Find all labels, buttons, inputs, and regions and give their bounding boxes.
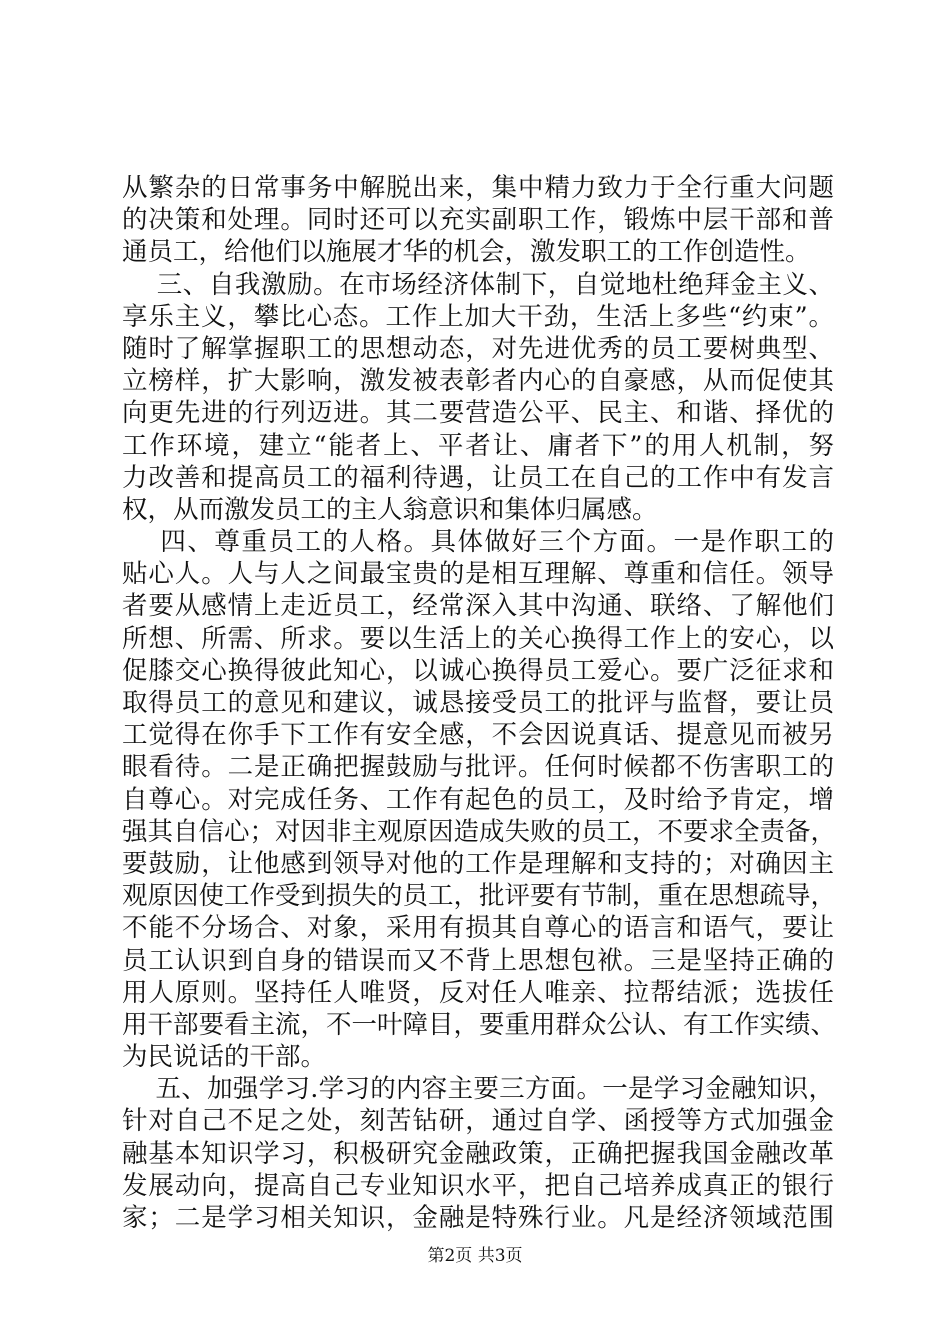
text-line: 用人原则。坚持任人唯贤，反对任人唯亲、拉帮结派；选拔任 xyxy=(122,977,834,1008)
text-line: 融基本知识学习，积极研究金融政策，正确把握我国金融改革 xyxy=(122,1138,834,1169)
text-line: 工觉得在你手下工作有安全感，不会因说真话、提意见而被另 xyxy=(122,720,834,751)
text-line: 不能不分场合、对象，采用有损其自尊心的语言和语气，要让 xyxy=(122,913,834,944)
text-line: 随时了解掌握职工的思想动态，对先进优秀的员工要树典型、 xyxy=(122,333,834,364)
text-line: 者要从感情上走近员工，经常深入其中沟通、联络、了解他们 xyxy=(122,591,834,622)
text-line: 力改善和提高员工的福利待遇，让员工在自己的工作中有发言 xyxy=(122,462,834,493)
text-line: 的决策和处理。同时还可以充实副职工作，锻炼中层干部和普 xyxy=(122,205,834,236)
text-line: 通员工，给他们以施展才华的机会，激发职工的工作创造性。 xyxy=(122,237,811,268)
text-line: 向更先进的行列迈进。其二要营造公平、民主、和谐、择优的 xyxy=(122,398,834,429)
text-line: 五、加强学习.学习的内容主要三方面。一是学习金融知识， xyxy=(122,1074,834,1105)
text-line: 强其自信心；对因非主观原因造成失败的员工，不要求全责备， xyxy=(122,816,837,847)
text-line: 立榜样，扩大影响，激发被表彰者内心的自豪感，从而促使其 xyxy=(122,366,834,397)
text-line: 观原因使工作受到损失的员工，批评要有节制，重在思想疏导， xyxy=(122,881,837,912)
text-line: 享乐主义，攀比心态。工作上加大干劲，生活上多些“约束”。 xyxy=(122,301,834,332)
text-line: 权，从而激发员工的主人翁意识和集体归属感。 xyxy=(122,494,658,525)
text-line: 针对自己不足之处，刻苦钻研，通过自学、函授等方式加强金 xyxy=(122,1106,834,1137)
text-line: 四、尊重员工的人格。具体做好三个方面。一是作职工的 xyxy=(122,527,834,558)
page-footer: 第2页 共3页 xyxy=(427,1246,523,1266)
text-line: 要鼓励，让他感到领导对他的工作是理解和支持的；对确因主 xyxy=(122,848,834,879)
text-line: 眼看待。二是正确把握鼓励与批评。任何时候都不伤害职工的 xyxy=(122,752,834,783)
text-line: 所想、所需、所求。要以生活上的关心换得工作上的安心，以 xyxy=(122,623,834,654)
text-line: 发展动向，提高自己专业知识水平，把自己培养成真正的银行 xyxy=(122,1170,834,1201)
text-line: 家；二是学习相关知识，金融是特殊行业。凡是经济领域范围 xyxy=(122,1203,834,1233)
text-line: 从繁杂的日常事务中解脱出来，集中精力致力于全行重大问题 xyxy=(122,173,834,203)
text-line: 贴心人。人与人之间最宝贵的是相互理解、尊重和信任。领导 xyxy=(122,559,834,590)
document-body xyxy=(122,172,837,1234)
text-line: 取得员工的意见和建议，诚恳接受员工的批评与监督，要让员 xyxy=(122,688,834,718)
text-line: 工作环境，建立“能者上、平者让、庸者下”的用人机制，努 xyxy=(122,430,834,461)
text-line: 促膝交心换得彼此知心，以诚心换得员工爱心。要广泛征求和 xyxy=(122,655,834,686)
text-line: 员工认识到自身的错误而又不背上思想包袱。三是坚持正确的 xyxy=(122,945,834,976)
text-line: 三、自我激励。在市场经济体制下，自觉地杜绝拜金主义、 xyxy=(122,269,834,300)
text-line: 为民说话的干部。 xyxy=(122,1042,327,1073)
text-line: 用干部要看主流，不一叶障目，要重用群众公认、有工作实绩、 xyxy=(122,1009,837,1040)
text-line: 自尊心。对完成任务、工作有起色的员工，及时给予肯定，增 xyxy=(122,784,834,815)
